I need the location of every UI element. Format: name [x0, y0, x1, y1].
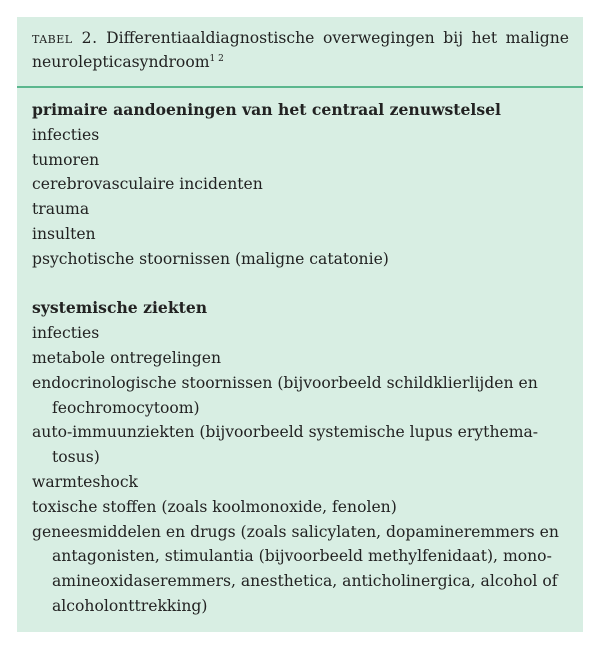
list-item: infecties: [32, 125, 100, 144]
list-item: tumoren: [32, 150, 100, 169]
list-item: insulten: [32, 224, 96, 243]
table-title-line2: neurolepticasyndroom: [32, 53, 210, 71]
list-item: warmteshock: [32, 472, 138, 491]
list-item: metabole ontregelingen: [32, 348, 221, 367]
list-item: cerebrovasculaire incidenten: [32, 175, 263, 194]
list-item-line: endocrinologische stoornissen (bijvoorbeeld schildklierlijden en: [32, 373, 538, 392]
table-title-line1: Differentiaaldiagnostische overwegingen bij het maligne: [106, 29, 569, 47]
reference-markers: 1 2: [209, 54, 224, 64]
list-item-line: geneesmiddelen en drugs (zoals salicylaten, dopamineremmers en: [32, 522, 559, 541]
differential-diagnosis-table: [17, 17, 583, 632]
table-label: tabel 2.: [32, 29, 98, 47]
section-heading-systemic: systemische ziekten: [32, 298, 208, 318]
table-caption: [32, 26, 569, 74]
list-item: psychotische stoornissen (maligne catatonie): [32, 249, 389, 268]
list-item-line: amineoxidaseremmers, anesthetica, anticholinergica, alcohol of: [52, 572, 558, 591]
section-spacer: [32, 272, 572, 297]
list-item-line: feochromocytoom): [52, 398, 200, 417]
list-item-line: antagonisten, stimulantia (bijvoorbeeld methylfenidaat), mono-: [52, 547, 552, 566]
list-item: [32, 371, 572, 421]
list-item: [32, 520, 572, 619]
caption-divider: [17, 86, 583, 88]
list-item-line: alcoholonttrekking): [52, 596, 208, 615]
list-item-line: tosus): [52, 448, 100, 467]
table-content: [32, 98, 572, 619]
list-item: toxische stoffen (zoals koolmonoxide, fenolen): [32, 497, 397, 516]
list-item-line: auto-immuunziekten (bijvoorbeeld systemische lupus erythema-: [32, 423, 539, 442]
list-item: [32, 420, 572, 470]
list-item: infecties: [32, 324, 100, 343]
section-heading-cns: primaire aandoeningen van het centraal zenuwstelsel: [32, 100, 501, 119]
list-item: trauma: [32, 200, 90, 219]
